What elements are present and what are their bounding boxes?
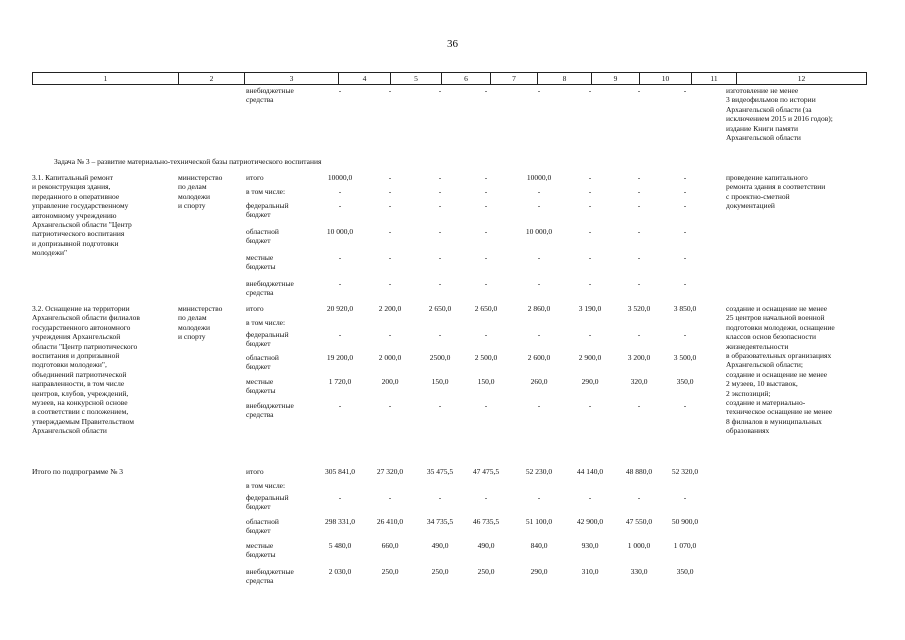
amount-cell: - xyxy=(588,227,592,236)
amount-cell: 44 140,0 xyxy=(576,467,604,476)
executor-name: по делам xyxy=(178,182,207,192)
col-header: 11 xyxy=(692,73,737,85)
activity-title: центров, клубов, учреждений, xyxy=(32,388,129,398)
funding-source-label: в том числе: xyxy=(246,481,286,490)
amount-cell: - xyxy=(438,227,442,236)
amount-cell: 48 880,0 xyxy=(625,467,653,476)
amount-cell: 3 500,0 xyxy=(673,353,697,362)
executor-name: молодежи xyxy=(178,322,211,332)
col-header: 7 xyxy=(491,73,538,85)
expected-result-note: документацией xyxy=(726,201,775,211)
amount-cell: - xyxy=(338,201,342,210)
amount-cell: 250,0 xyxy=(477,567,495,576)
amount-cell: - xyxy=(484,493,488,502)
subtotal-title: Итого по подпрограмме № 3 xyxy=(32,467,124,476)
amount-cell: - xyxy=(537,86,541,95)
amount-cell: 305 841,0 xyxy=(325,467,355,476)
amount-cell: - xyxy=(637,253,641,262)
amount-cell: - xyxy=(438,187,442,196)
funding-source-label: местные xyxy=(246,377,274,386)
amount-cell: - xyxy=(537,279,541,288)
amount-cell: - xyxy=(637,201,641,210)
amount-cell: 3 200,0 xyxy=(627,353,651,362)
amount-cell: 660,0 xyxy=(381,541,399,550)
amount-cell: 47 550,0 xyxy=(625,517,653,526)
amount-cell: - xyxy=(588,401,592,410)
expected-result-note: Архангельской области xyxy=(726,133,801,142)
funding-source-label: бюджет xyxy=(246,362,271,372)
amount-cell: 1 720,0 xyxy=(328,377,352,386)
expected-result-note: классов основ безопасности xyxy=(726,332,817,342)
funding-source-label: бюджеты xyxy=(246,386,276,396)
expected-result-note: 25 центров начальной военной xyxy=(726,313,825,323)
col-header: 1 xyxy=(33,73,179,85)
amount-cell: - xyxy=(388,227,392,236)
amount-cell: - xyxy=(588,330,592,339)
amount-cell: 298 331,0 xyxy=(325,517,355,526)
expected-result-note: ремонта здания в соответствии xyxy=(726,182,826,192)
amount-cell: - xyxy=(683,279,687,288)
funding-source-label: средства xyxy=(246,288,274,298)
amount-cell: - xyxy=(484,86,488,95)
amount-cell: - xyxy=(588,173,592,182)
amount-cell: 150,0 xyxy=(431,377,449,386)
funding-source-label: внебюджетные xyxy=(246,401,294,410)
expected-result-note: издание Книги памяти xyxy=(726,123,799,133)
expected-result-note: 2 музеев, 10 выставок, xyxy=(726,379,798,389)
expected-result-note: исключением 2015 и 2016 годов); xyxy=(726,114,833,124)
activity-title: автономному учреждению xyxy=(32,210,117,220)
funding-source-label: федеральный xyxy=(246,201,289,210)
amount-cell: - xyxy=(484,279,488,288)
activity-title: и реконструкция здания, xyxy=(32,182,111,192)
funding-source-label: бюджет xyxy=(246,526,271,536)
amount-cell: - xyxy=(683,493,687,502)
expected-result-note: образованиях xyxy=(726,426,770,436)
expected-result-note: с проектно-сметной xyxy=(726,191,790,201)
amount-cell: 290,0 xyxy=(530,567,548,576)
activity-title: 3.1. Капитальный ремонт xyxy=(32,173,114,182)
amount-cell: - xyxy=(537,401,541,410)
amount-cell: 47 475,5 xyxy=(472,467,500,476)
amount-cell: 930,0 xyxy=(581,541,599,550)
activity-title: музеев, на конкурсной основе xyxy=(32,398,128,407)
amount-cell: - xyxy=(388,253,392,262)
amount-cell: - xyxy=(537,201,541,210)
funding-source-label: в том числе: xyxy=(246,318,286,327)
amount-cell: - xyxy=(683,187,687,196)
amount-cell: 2 650,0 xyxy=(474,304,498,313)
activity-title: области "Центр патриотического xyxy=(32,341,138,351)
amount-cell: 290,0 xyxy=(581,377,599,386)
amount-cell: 10 000,0 xyxy=(525,227,553,236)
activity-title: в соответствии с положением, xyxy=(32,407,129,417)
activity-title: утверждаемым Правительством xyxy=(32,416,134,426)
amount-cell: - xyxy=(588,253,592,262)
amount-cell: - xyxy=(388,201,392,210)
amount-cell: - xyxy=(637,86,641,95)
amount-cell: 20 920,0 xyxy=(326,304,354,313)
amount-cell: - xyxy=(637,187,641,196)
amount-cell: 350,0 xyxy=(676,567,694,576)
amount-cell: - xyxy=(537,253,541,262)
amount-cell: 310,0 xyxy=(581,567,599,576)
amount-cell: 2500,0 xyxy=(429,353,451,362)
funding-source-label: внебюджетные xyxy=(246,279,294,288)
expected-result-note: изготовление не менее xyxy=(726,86,799,95)
funding-source-label: областной xyxy=(246,227,279,236)
expected-result-note: 8 филиалов в муниципальных xyxy=(726,416,822,426)
amount-cell: 490,0 xyxy=(431,541,449,550)
activity-title: воспитания и допризывной xyxy=(32,351,120,360)
activity-title: учреждения Архангельской xyxy=(32,332,121,342)
amount-cell: 42 900,0 xyxy=(576,517,604,526)
funding-source-label: федеральный xyxy=(246,330,289,339)
funding-source-label: внебюджетные xyxy=(246,567,294,576)
funding-source-label: в том числе: xyxy=(246,187,286,196)
page-number: 36 xyxy=(447,38,458,50)
amount-cell: - xyxy=(388,86,392,95)
activity-title: Архангельской области филиалов xyxy=(32,313,140,323)
funding-source-label: бюджет xyxy=(246,502,271,512)
funding-source-label: бюджеты xyxy=(246,262,276,272)
amount-cell: 10000,0 xyxy=(327,173,353,182)
amount-cell: - xyxy=(388,401,392,410)
col-header: 4 xyxy=(339,73,391,85)
amount-cell: - xyxy=(484,227,488,236)
amount-cell: 2 860,0 xyxy=(527,304,551,313)
funding-source-label: областной xyxy=(246,517,279,526)
amount-cell: - xyxy=(438,173,442,182)
amount-cell: 320,0 xyxy=(630,377,648,386)
expected-result-note: жизнедеятельности xyxy=(726,341,789,351)
amount-cell: 52 320,0 xyxy=(671,467,699,476)
funding-source-label: средства xyxy=(246,95,274,105)
funding-source-label: средства xyxy=(246,576,274,586)
amount-cell: - xyxy=(338,86,342,95)
amount-cell: 5 480,0 xyxy=(328,541,352,550)
amount-cell: - xyxy=(484,330,488,339)
funding-source-label: местные xyxy=(246,253,274,262)
amount-cell: - xyxy=(588,86,592,95)
amount-cell: 490,0 xyxy=(477,541,495,550)
expected-result-note: 2 экспозиций; xyxy=(726,388,771,398)
executor-name: и спорту xyxy=(178,332,206,342)
executor-name: по делам xyxy=(178,313,207,323)
activity-title: направленности, в том числе xyxy=(32,379,125,389)
col-header: 12 xyxy=(737,73,867,85)
col-header: 6 xyxy=(442,73,491,85)
amount-cell: - xyxy=(484,401,488,410)
amount-cell: 2 030,0 xyxy=(328,567,352,576)
funding-source-label: местные xyxy=(246,541,274,550)
amount-cell: 2 600,0 xyxy=(527,353,551,362)
activity-title: подготовки молодежи", xyxy=(32,360,107,370)
expected-result-note: проведение капитального xyxy=(726,173,808,182)
activity-title: 3.2. Оснащение на территории xyxy=(32,304,130,313)
amount-cell: 19 200,0 xyxy=(326,353,354,362)
amount-cell: - xyxy=(588,493,592,502)
amount-cell: - xyxy=(537,187,541,196)
funding-source-label: бюджет xyxy=(246,210,271,220)
amount-cell: - xyxy=(388,493,392,502)
amount-cell: - xyxy=(537,493,541,502)
activity-title: молодежи" xyxy=(32,248,68,258)
amount-cell: - xyxy=(537,330,541,339)
col-header: 3 xyxy=(245,73,339,85)
amount-cell: 250,0 xyxy=(381,567,399,576)
amount-cell: 200,0 xyxy=(381,377,399,386)
amount-cell: 1 000,0 xyxy=(627,541,651,550)
funding-source-label: внебюджетные xyxy=(246,86,294,95)
funding-source-label: итого xyxy=(246,173,264,182)
amount-cell: 2 000,0 xyxy=(378,353,402,362)
executor-name: министерство xyxy=(178,173,223,182)
amount-cell: - xyxy=(588,187,592,196)
amount-cell: 2 200,0 xyxy=(378,304,402,313)
amount-cell: 840,0 xyxy=(530,541,548,550)
activity-title: патриотического воспитания xyxy=(32,229,125,239)
activity-title: Архангельской области xyxy=(32,426,107,436)
amount-cell: - xyxy=(683,86,687,95)
amount-cell: 2 500,0 xyxy=(474,353,498,362)
amount-cell: 27 320,0 xyxy=(376,467,404,476)
activity-title: Архангельской области "Центр xyxy=(32,220,132,229)
amount-cell: 3 190,0 xyxy=(578,304,602,313)
activity-title: переданного в оперативное xyxy=(32,191,120,201)
executor-name: и спорту xyxy=(178,201,206,211)
amount-cell: - xyxy=(637,279,641,288)
amount-cell: - xyxy=(683,401,687,410)
amount-cell: 250,0 xyxy=(431,567,449,576)
amount-cell: 10000,0 xyxy=(526,173,552,182)
amount-cell: - xyxy=(637,173,641,182)
amount-cell: - xyxy=(588,201,592,210)
amount-cell: - xyxy=(338,401,342,410)
col-header: 8 xyxy=(538,73,592,85)
amount-cell: 34 735,5 xyxy=(426,517,454,526)
expected-result-note: техническое оснащение не менее xyxy=(726,407,833,417)
amount-cell: - xyxy=(438,253,442,262)
amount-cell: - xyxy=(683,330,687,339)
col-header: 2 xyxy=(179,73,245,85)
executor-name: министерство xyxy=(178,304,223,313)
amount-cell: 35 475,5 xyxy=(426,467,454,476)
amount-cell: 46 735,5 xyxy=(472,517,500,526)
amount-cell: - xyxy=(338,493,342,502)
activity-title: и допризывной подготовки xyxy=(32,238,119,248)
funding-source-label: средства xyxy=(246,410,274,420)
amount-cell: - xyxy=(484,253,488,262)
amount-cell: - xyxy=(438,493,442,502)
activity-title: объединений патриотической xyxy=(32,369,127,379)
amount-cell: - xyxy=(683,201,687,210)
funding-source-label: итого xyxy=(246,467,264,476)
expected-result-note: создание и оснащение не менее xyxy=(726,304,828,313)
funding-source-label: бюджет xyxy=(246,236,271,246)
amount-cell: - xyxy=(637,330,641,339)
amount-cell: - xyxy=(683,227,687,236)
expected-result-note: создание и материально- xyxy=(726,398,806,407)
task-heading: Задача № 3 – развитие материально-технической базы патриотического воспитания xyxy=(54,157,322,166)
amount-cell: - xyxy=(338,187,342,196)
amount-cell: - xyxy=(438,86,442,95)
funding-source-label: федеральный xyxy=(246,493,289,502)
funding-source-label: итого xyxy=(246,304,264,313)
amount-cell: - xyxy=(388,279,392,288)
amount-cell: - xyxy=(338,253,342,262)
amount-cell: - xyxy=(484,173,488,182)
amount-cell: 3 520,0 xyxy=(627,304,651,313)
amount-cell: 26 410,0 xyxy=(376,517,404,526)
amount-cell: 51 100,0 xyxy=(525,517,553,526)
col-header: 10 xyxy=(640,73,692,85)
amount-cell: 2 900,0 xyxy=(578,353,602,362)
expected-result-note: Архангельской области (за xyxy=(726,104,812,114)
amount-cell: 260,0 xyxy=(530,377,548,386)
expected-result-note: 3 видеофильмов по истории xyxy=(726,95,816,105)
funding-source-label: бюджет xyxy=(246,339,271,349)
activity-title: управление государственному xyxy=(32,201,129,211)
amount-cell: 2 650,0 xyxy=(428,304,452,313)
amount-cell: - xyxy=(484,187,488,196)
funding-source-label: областной xyxy=(246,353,279,362)
col-header: 9 xyxy=(592,73,640,85)
amount-cell: - xyxy=(588,279,592,288)
col-header: 5 xyxy=(391,73,442,85)
amount-cell: - xyxy=(438,401,442,410)
amount-cell: - xyxy=(338,279,342,288)
amount-cell: - xyxy=(438,279,442,288)
activity-title: государственного автономного xyxy=(32,322,131,332)
amount-cell: - xyxy=(637,401,641,410)
amount-cell: - xyxy=(438,330,442,339)
column-header-row xyxy=(32,72,867,85)
expected-result-note: в образовательных организациях xyxy=(726,351,832,360)
amount-cell: - xyxy=(637,493,641,502)
amount-cell: - xyxy=(484,201,488,210)
amount-cell: 52 230,0 xyxy=(525,467,553,476)
expected-result-note: создание и оснащение не менее xyxy=(726,369,828,379)
amount-cell: - xyxy=(388,187,392,196)
amount-cell: 10 000,0 xyxy=(326,227,354,236)
amount-cell: 150,0 xyxy=(477,377,495,386)
amount-cell: - xyxy=(683,253,687,262)
expected-result-note: подготовки молодежи, оснащение xyxy=(726,322,835,332)
amount-cell: - xyxy=(388,173,392,182)
amount-cell: 1 070,0 xyxy=(673,541,697,550)
amount-cell: 50 900,0 xyxy=(671,517,699,526)
amount-cell: 330,0 xyxy=(630,567,648,576)
amount-cell: - xyxy=(438,201,442,210)
amount-cell: - xyxy=(338,330,342,339)
amount-cell: 350,0 xyxy=(676,377,694,386)
amount-cell: - xyxy=(637,227,641,236)
amount-cell: 3 850,0 xyxy=(673,304,697,313)
amount-cell: - xyxy=(388,330,392,339)
expected-result-note: Архангельской области; xyxy=(726,360,804,370)
funding-source-label: бюджеты xyxy=(246,550,276,560)
amount-cell: - xyxy=(683,173,687,182)
executor-name: молодежи xyxy=(178,191,211,201)
